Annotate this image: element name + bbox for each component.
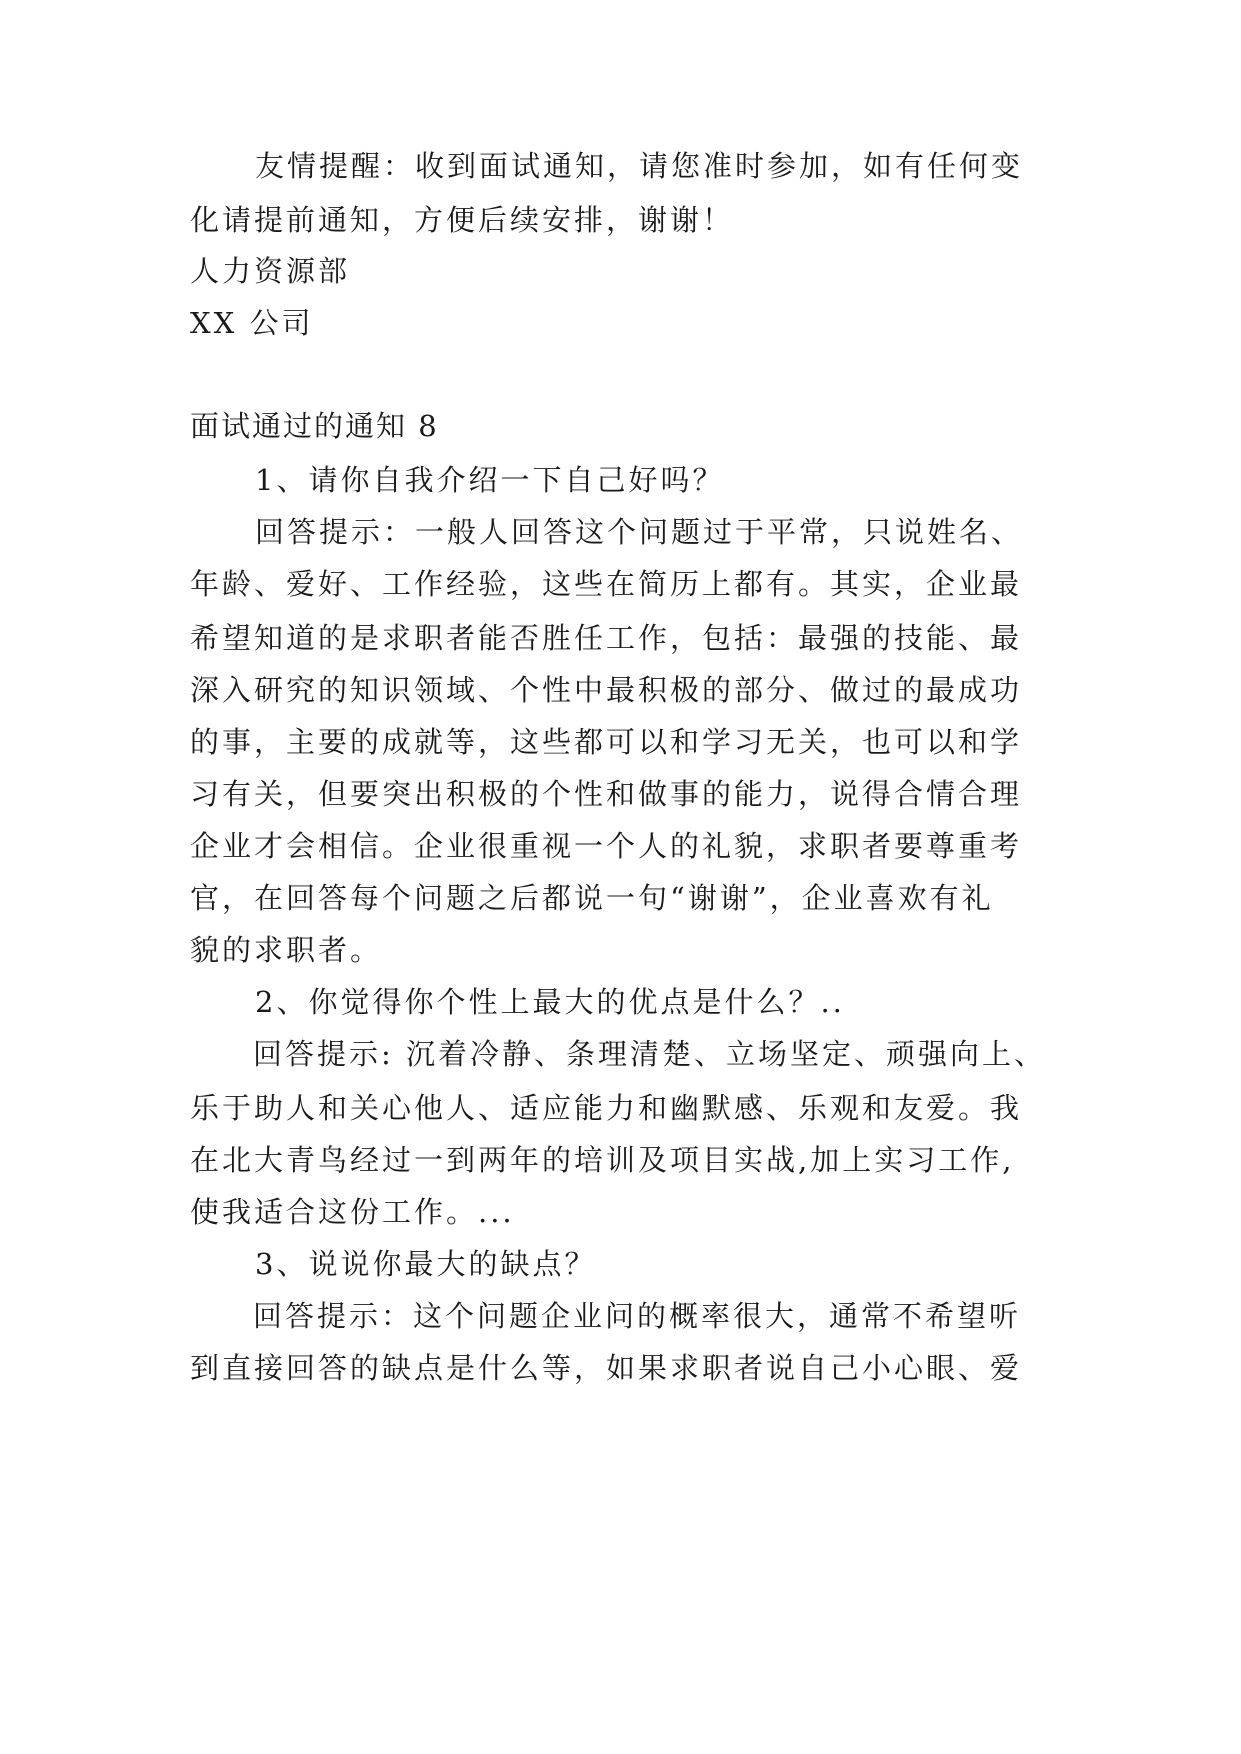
answer-2-line-2: 乐于助人和关心他人、适应能力和幽默感、乐观和友爱。我 (190, 1091, 1023, 1125)
answer-3-line-1: 回答提示：这个问题企业问的概率很大，通常不希望听 (253, 1299, 1022, 1333)
question-1: 1、请你自我介绍一下自己好吗？ (255, 463, 725, 497)
answer-1-line-7: 企业才会相信。企业很重视一个人的礼貌，求职者要尊重考 (190, 829, 1023, 863)
answer-1-line-1: 回答提示：一般人回答这个问题过于平常，只说姓名、 (255, 515, 1024, 549)
answer-1-line-3: 希望知道的是求职者能否胜任工作，包括：最强的技能、最 (190, 621, 1023, 655)
reminder-line-1: 友情提醒：收到面试通知，请您准时参加，如有任何变 (255, 149, 1024, 183)
answer-1-line-2: 年龄、爱好、工作经验，这些在简历上都有。其实，企业最 (190, 567, 1023, 601)
question-3: 3、说说你最大的缺点？ (255, 1247, 597, 1281)
department-name: 人力资源部 (190, 254, 351, 288)
answer-1-line-8: 官，在回答每个问题之后都说一句“谢谢”，企业喜欢有礼 (190, 881, 994, 915)
answer-2-line-1: 回答提示: 沉着冷静、条理清楚、立场坚定、顽强向上、 (253, 1037, 1046, 1071)
answer-1-line-5: 的事，主要的成就等，这些都可以和学习无关，也可以和学 (190, 725, 1023, 759)
answer-2-line-3: 在北大青鸟经过一到两年的培训及项目实战,加上实习工作, (190, 1143, 1015, 1177)
answer-1-line-4: 深入研究的知识领域、个性中最积极的部分、做过的最成功 (190, 673, 1023, 707)
answer-3-line-2: 到直接回答的缺点是什么等，如果求职者说自己小心眼、爱 (190, 1351, 1023, 1385)
answer-2-line-4: 使我适合这份工作。... (190, 1195, 515, 1229)
company-name: XX 公司 (190, 306, 314, 340)
question-2: 2、你觉得你个性上最大的优点是什么？.. (255, 985, 845, 1019)
answer-1-line-6: 习有关，但要突出积极的个性和做事的能力，说得合情合理 (190, 777, 1023, 811)
section-title: 面试通过的通知 8 (190, 409, 439, 443)
answer-1-line-9: 貌的求职者。 (190, 933, 383, 967)
reminder-line-2: 化请提前通知，方便后续安排，谢谢！ (190, 203, 735, 237)
